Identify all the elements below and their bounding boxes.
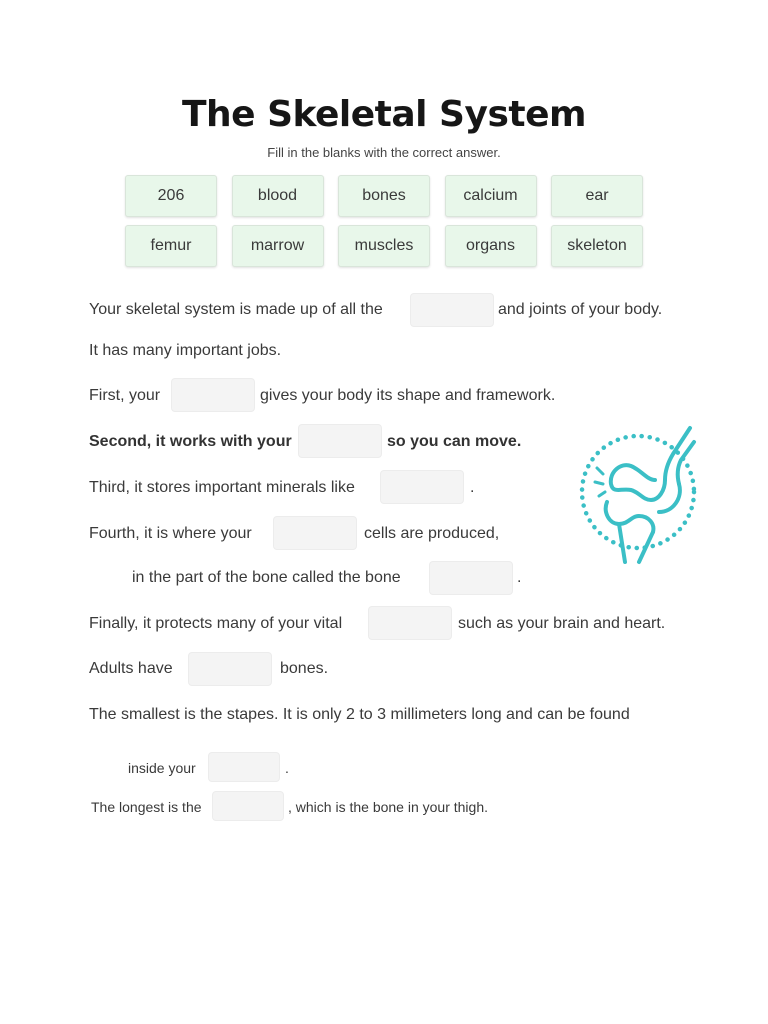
sentence-8-end: such as your brain and heart. [458, 615, 666, 632]
word-tile-206[interactable]: 206 [125, 175, 217, 217]
sentence-11-end: . [285, 760, 289, 776]
blank-8[interactable] [188, 652, 272, 686]
word-tile-ear[interactable]: ear [551, 175, 643, 217]
sentence-6-start: Fourth, it is where your [89, 525, 252, 542]
sentence-9-end: bones. [280, 660, 329, 677]
blank-9[interactable] [208, 752, 280, 782]
sentence-7-end: . [517, 569, 522, 586]
blank-3[interactable] [298, 424, 382, 458]
page-title: The Skeletal System [181, 94, 587, 135]
word-tile-femur[interactable]: femur [125, 225, 217, 267]
blank-1[interactable] [410, 293, 494, 327]
sentence-3-end: gives your body its shape and framework. [260, 387, 556, 404]
blank-6[interactable] [429, 561, 513, 595]
sentence-7-start: in the part of the bone called the bone [132, 569, 401, 586]
sentence-12-start: The longest is the [91, 799, 202, 815]
sentence-1-start: Your skeletal system is made up of all the [89, 301, 383, 318]
sentence-9-start: Adults have [89, 660, 173, 677]
blank-5[interactable] [273, 516, 357, 550]
sentence-6-end: cells are produced, [364, 525, 500, 542]
sentence-10: The smallest is the stapes. It is only 2 to 3 millimeters long and can be found [89, 706, 630, 723]
sentence-8-start: Finally, it protects many of your vital [89, 615, 343, 632]
word-tile-organs[interactable]: organs [445, 225, 537, 267]
word-tile-skeleton[interactable]: skeleton [551, 225, 643, 267]
blank-7[interactable] [368, 606, 452, 640]
sentence-4-end: so you can move. [387, 433, 522, 450]
sentence-11-start: inside your [128, 760, 196, 776]
blank-4[interactable] [380, 470, 464, 504]
word-tile-blood[interactable]: blood [232, 175, 324, 217]
sentence-2: It has many important jobs. [89, 342, 282, 359]
page-subtitle: Fill in the blanks with the correct answer. [267, 145, 501, 160]
sentence-4-start: Second, it works with your [89, 433, 292, 450]
sentence-3-start: First, your [89, 387, 161, 404]
word-tile-bones[interactable]: bones [338, 175, 430, 217]
word-tile-marrow[interactable]: marrow [232, 225, 324, 267]
blank-10[interactable] [212, 791, 284, 821]
sentence-1-end: and joints of your body. [498, 301, 663, 318]
sentence-12-end: , which is the bone in your thigh. [288, 799, 489, 815]
bone-joint-icon [573, 420, 703, 570]
word-tile-muscles[interactable]: muscles [338, 225, 430, 267]
sentence-5-end: . [470, 479, 475, 496]
blank-2[interactable] [171, 378, 255, 412]
word-tile-calcium[interactable]: calcium [445, 175, 537, 217]
word-bank [125, 175, 645, 267]
sentence-5-start: Third, it stores important minerals like [89, 479, 355, 496]
